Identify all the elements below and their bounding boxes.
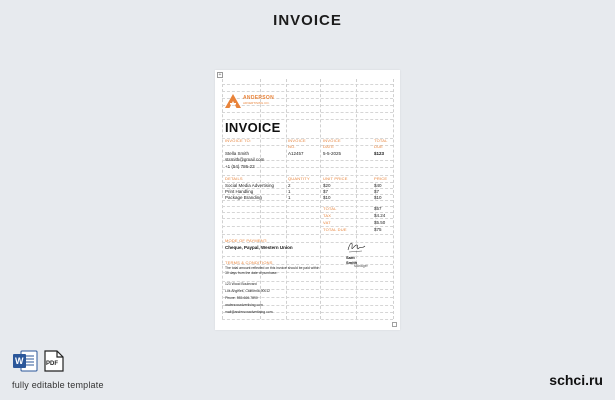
footer-caption: fully editable template bbox=[12, 380, 104, 390]
client-phone: +1 (54) 786-23 bbox=[225, 164, 255, 169]
column-header-details: DETAILS bbox=[225, 176, 243, 181]
signature-scribble bbox=[346, 240, 366, 254]
payment-methods: Cheque, Paypal, Western Union bbox=[225, 245, 293, 250]
column-header-price: PRICE bbox=[374, 176, 388, 181]
pdf-icon bbox=[44, 350, 64, 372]
brand-tagline: ADVERTISING CO. bbox=[243, 101, 270, 105]
client-email: stsmith@gmail.com bbox=[225, 157, 265, 162]
total-due-amount: $123 bbox=[374, 151, 385, 156]
word-icon-letter: W bbox=[15, 356, 24, 366]
invoice-date: 5-5-2025 bbox=[323, 151, 342, 156]
invoice-date-label-2: DATE bbox=[323, 144, 335, 149]
totals-value-tax: $4.24 bbox=[374, 213, 386, 218]
table-anchor-icon[interactable]: + bbox=[218, 72, 222, 78]
page-title: INVOICE bbox=[273, 12, 342, 29]
signer-role: Manager bbox=[354, 264, 368, 268]
bill-to-label: INVOICE TO: bbox=[225, 138, 252, 143]
company-logo bbox=[225, 94, 274, 108]
table-row-qty: 2 bbox=[288, 183, 291, 188]
total-due-label: TOTAL bbox=[374, 138, 388, 143]
totals-value-total: $57 bbox=[374, 206, 382, 211]
address-line-2: Los Angeles, California 90012 bbox=[225, 289, 271, 293]
table-row-price: $10 bbox=[374, 195, 382, 200]
payment-label: MODE OF PAYMENT: bbox=[225, 238, 268, 243]
pdf-icon-label: PDF bbox=[46, 361, 58, 367]
company-website: andersonadvertising.com bbox=[225, 303, 263, 307]
table-row-unit: $20 bbox=[323, 183, 331, 188]
table-row-qty: 1 bbox=[288, 195, 291, 200]
resize-handle[interactable] bbox=[392, 322, 397, 327]
totals-label-vat: VAT bbox=[323, 220, 331, 225]
table-row-price: $40 bbox=[374, 183, 382, 188]
invoice-no-label-2: NO. bbox=[288, 144, 296, 149]
totals-label-total: TOTAL bbox=[323, 206, 337, 211]
table-row-details: Package Branding bbox=[225, 195, 262, 200]
client-name: Stella Smith bbox=[225, 151, 250, 156]
signer-first-name: Sant bbox=[346, 255, 355, 260]
invoice-no-label: INVOICE bbox=[288, 138, 306, 143]
totals-label-total-due: TOTAL DUE bbox=[323, 227, 347, 232]
total-due-label-2: DUE bbox=[374, 144, 384, 149]
signer-last-name: Smith bbox=[346, 260, 358, 265]
totals-value-total-due: $75 bbox=[374, 227, 382, 232]
site-watermark[interactable]: schci.ru bbox=[549, 372, 603, 388]
invoice-document bbox=[215, 70, 400, 330]
terms-text-line-2: 30 days from the date of purchase. bbox=[225, 271, 278, 275]
column-header-quantity: QUANTITY bbox=[288, 176, 310, 181]
totals-value-vat: $5.50 bbox=[374, 220, 386, 225]
table-row-details: Print Handling bbox=[225, 189, 254, 194]
address-line-1: 123 Wood Boulevard bbox=[225, 282, 257, 286]
table-row-details: Social Media Advertising bbox=[225, 183, 275, 188]
table-row-unit: $7 bbox=[323, 189, 329, 194]
company-phone: Phone: 555-666-7890 bbox=[225, 296, 258, 300]
company-email: mail@andersonadvertising.com bbox=[225, 310, 273, 314]
totals-label-tax: TAX bbox=[323, 213, 332, 218]
table-row-price: $7 bbox=[374, 189, 380, 194]
column-header-unit-price: UNIT PRICE bbox=[323, 176, 348, 181]
invoice-title: INVOICE bbox=[225, 120, 281, 135]
table-row-unit: $10 bbox=[323, 195, 331, 200]
terms-text-line-1: The total amount reflected on this invoice should be paid within bbox=[225, 266, 320, 270]
invoice-date-label: INVOICE bbox=[323, 138, 341, 143]
brand-name: ANDERSON bbox=[243, 95, 275, 101]
logo-a-icon bbox=[225, 94, 241, 108]
word-icon bbox=[12, 350, 38, 372]
terms-label: TERMS & CONDITIONS bbox=[225, 260, 273, 265]
table-row-qty: 1 bbox=[288, 189, 291, 194]
invoice-number: A12457 bbox=[288, 151, 304, 156]
